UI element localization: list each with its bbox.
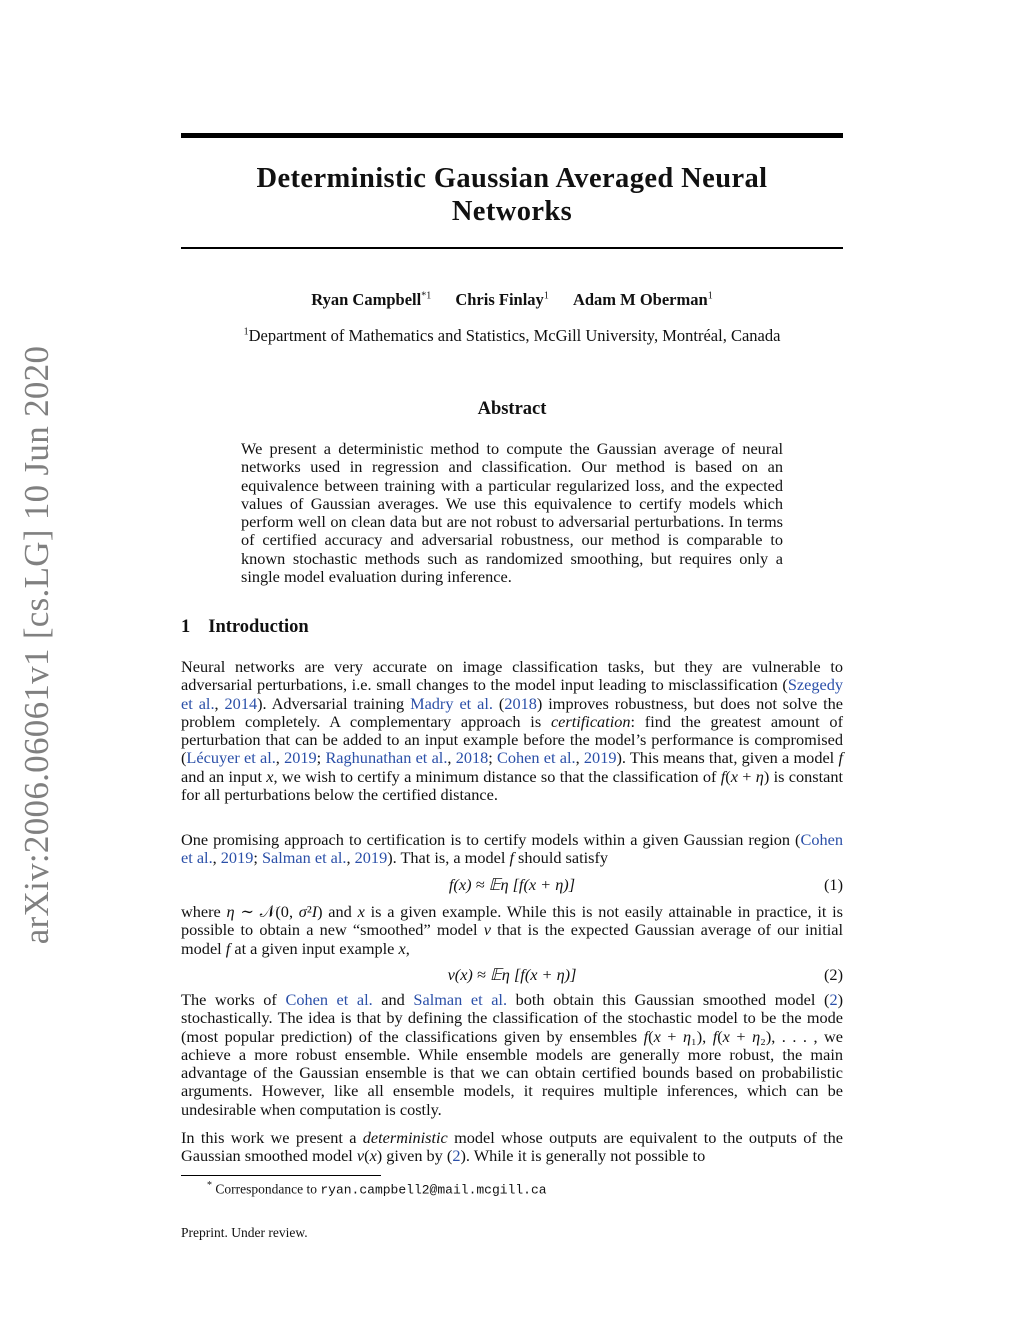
math-italic: η	[682, 1026, 692, 1046]
author-name: Adam M Oberman	[572, 290, 708, 309]
text-run: both obtain this Gaussian smoothed model (	[507, 990, 830, 1009]
text-run: ,	[575, 748, 584, 768]
text-run: ) is constant for all perturbations below the certified distance.	[181, 766, 843, 805]
equation-formula: f(x) ≈ 𝔼η [f(x + η)]	[448, 875, 576, 894]
author-sup: 1	[543, 290, 549, 302]
text-run: In this work we present a	[181, 1128, 363, 1147]
text-run: is a given example. While this is not easily attainable in practice, it is possible to obtain a new “smoothed” model	[181, 902, 843, 940]
math-italic: η	[755, 766, 764, 786]
title-rule-top	[181, 133, 843, 138]
text-run: ) and	[317, 902, 358, 921]
text-run: ,	[212, 848, 221, 868]
text-run: (	[648, 1026, 654, 1046]
author-name: Chris Finlay	[455, 290, 544, 309]
author-sup: *1	[421, 290, 432, 302]
affiliation-text: Department of Mathematics and Statistics, McGill University, Montréal, Canada	[248, 326, 781, 345]
math-italic: x	[357, 902, 365, 921]
affiliation-sup: 1	[243, 326, 249, 338]
author	[455, 290, 548, 309]
section-title: Introduction	[208, 617, 309, 637]
author-list	[181, 290, 843, 310]
text-run: ). Adversarial training	[257, 693, 411, 713]
text-run: where	[181, 902, 227, 921]
title-line: Networks	[451, 196, 573, 227]
paper-title	[181, 162, 843, 228]
text-run: ). That is, a model	[387, 848, 510, 868]
text-run: that is the expected Gaussian average of our initial model	[181, 920, 843, 958]
text-run: ,	[405, 938, 410, 958]
author-sup: 1	[707, 290, 713, 302]
equation-number: (2)	[824, 965, 843, 984]
text-run: and	[372, 990, 414, 1009]
text-run: ) given by (	[376, 1146, 453, 1166]
citation-link[interactable]: Cohen et al.	[497, 748, 576, 768]
paragraph	[181, 903, 843, 958]
equation-number: (1)	[824, 875, 843, 894]
math-italic: I	[311, 902, 318, 921]
text-run: should satisfy	[513, 848, 609, 868]
section-number: 1	[181, 617, 191, 637]
text-run: , we wish to certify a minimum distance so that the classification of	[273, 766, 721, 786]
text-run: ,	[275, 748, 285, 768]
text-run: +	[737, 766, 756, 786]
footnote-email[interactable]: ryan.campbell2@mail.mcgill.ca	[320, 1182, 547, 1198]
text-run: ;	[488, 748, 498, 768]
abstract-text: We present a deterministic method to compute the Gaussian average of neural networks used in regression and classification. Our method is based on an equivalence between training with a particular regularized loss, and the expected values of Gaussian averages. We use this equivalence to certify models which perform well on clean data but are not robust to adversarial perturbations. In terms of certified accuracy and adversarial robustness, our method is comparable to known stochastic methods such as randomized smoothing, but requires only a single model evaluation during inference.	[241, 439, 783, 587]
text-run: and an input	[181, 766, 267, 786]
text-run: ,	[447, 748, 456, 768]
citation-link[interactable]: Raghunathan et al.	[325, 748, 448, 768]
preprint-note: Preprint. Under review.	[181, 1225, 308, 1240]
math-italic: σ	[298, 902, 307, 921]
text-run: ₁),	[691, 1026, 713, 1046]
citation-link[interactable]: 2019	[354, 848, 388, 868]
math-italic: f	[643, 1026, 649, 1046]
footnote-text: Correspondance to	[215, 1181, 321, 1197]
paragraph	[181, 1129, 843, 1166]
math-italic: η	[752, 1026, 761, 1046]
math-italic: x	[398, 938, 406, 958]
title-rule-bottom	[181, 247, 843, 249]
text-run: (	[717, 1026, 723, 1046]
text-run: +	[660, 1026, 683, 1046]
arxiv-stamp: arXiv:2006.06061v1 [cs.LG] 10 Jun 2020	[17, 345, 56, 945]
text-run: ₂), . . . , we achieve a more robust ensemble. While ensemble models are generally more robust, the main advantage of the Gaussian ensemble is that we can obtain certified bounds based on probabilistic arguments. However, like all ensemble models, it requires multiple inferences, which can be undesirable when computation is costly.	[181, 1026, 844, 1119]
text-run: ∼ 𝒩(0,	[234, 902, 299, 921]
paragraph	[181, 658, 843, 804]
equation-formula: v(x) ≈ 𝔼η [f(x + η)]	[447, 965, 577, 984]
section-heading	[181, 617, 309, 638]
citation-link[interactable]: Madry et al.	[410, 693, 493, 713]
citation-link[interactable]: 2019	[284, 748, 317, 768]
math-italic: deterministic	[362, 1128, 448, 1147]
math-italic: f	[838, 748, 843, 768]
citation-link[interactable]: 2019	[220, 848, 254, 868]
text-run: ). While it is generally not possible to	[460, 1146, 706, 1166]
title-line: Deterministic Gaussian Averaged Neural	[256, 163, 768, 194]
text-run: ²	[306, 902, 312, 921]
abstract-heading: Abstract	[477, 399, 547, 419]
math-italic: x	[369, 1146, 377, 1166]
citation-link[interactable]: 2014	[224, 693, 258, 713]
text-run: One promising approach to certification is to certify models within a given Gaussian region (	[181, 830, 801, 849]
author	[573, 290, 713, 309]
citation-link[interactable]: 2018	[455, 748, 489, 768]
footnote-rule	[181, 1175, 381, 1176]
text-run: The works of	[181, 990, 286, 1009]
footnote-mark: *	[207, 1180, 212, 1191]
text-run: Neural networks are very accurate on image classification tasks, but they are vulnerable to adversarial perturbations, i.e. small changes to the model input leading to misclassification (	[181, 657, 843, 695]
affiliation	[181, 326, 843, 346]
math-italic: x	[653, 1026, 661, 1046]
text-run: +	[729, 1026, 753, 1046]
citation-link[interactable]: 2018	[504, 693, 537, 713]
author	[311, 290, 431, 309]
text-run: model whose outputs are equivalent to the outputs of the Gaussian smoothed model	[181, 1128, 843, 1166]
paragraph	[181, 991, 843, 1119]
math-italic: certification	[550, 711, 631, 731]
math-italic: x	[722, 1026, 730, 1046]
citation-link[interactable]: Cohen et al.	[181, 830, 843, 868]
math-italic: f	[712, 1026, 718, 1046]
math-italic: x	[730, 766, 738, 786]
citation-link[interactable]: Salman et al.	[261, 848, 347, 868]
text-run: ) improves robustness, but does not solve the problem completely. A complementary approach is	[181, 693, 844, 731]
footnote	[207, 1180, 547, 1198]
citation-link[interactable]: Cohen et al.	[285, 990, 373, 1009]
math-italic: f	[720, 766, 726, 786]
text-run: (	[725, 766, 731, 786]
text-run: (	[492, 693, 505, 713]
citation-link[interactable]: 2019	[583, 748, 617, 768]
text-run: ). This means that, given a model	[616, 748, 839, 768]
citation-link[interactable]: Salman et al.	[413, 990, 508, 1009]
text-run: ,	[346, 848, 355, 868]
citation-link[interactable]: 2	[452, 1146, 461, 1166]
citation-link[interactable]: Szegedy et al.	[181, 675, 843, 713]
paragraph	[181, 831, 843, 868]
text-run: at a given input example	[230, 938, 399, 958]
math-italic: v	[483, 920, 491, 940]
math-italic: f	[225, 938, 231, 958]
citation-link[interactable]: Lécuyer et al.	[186, 748, 276, 768]
math-italic: η	[226, 902, 235, 921]
text-run: ) stochastically. The idea is that by defining the classification of the stochastic model to be the mode (most popular prediction) of the classifications given by ensembles	[181, 990, 844, 1046]
math-italic: f	[509, 848, 514, 868]
text-run: (	[364, 1146, 370, 1166]
math-italic: x	[266, 766, 274, 786]
text-run: ;	[316, 748, 326, 768]
citation-link[interactable]: 2	[829, 990, 838, 1009]
author-name: Ryan Campbell	[311, 290, 422, 309]
text-run: : find the greatest amount of perturbation that can be added to an input example before the model’s performance is compromised (	[181, 711, 843, 768]
math-italic: v	[356, 1146, 365, 1166]
text-run: ,	[214, 693, 225, 713]
text-run: ;	[253, 848, 262, 868]
